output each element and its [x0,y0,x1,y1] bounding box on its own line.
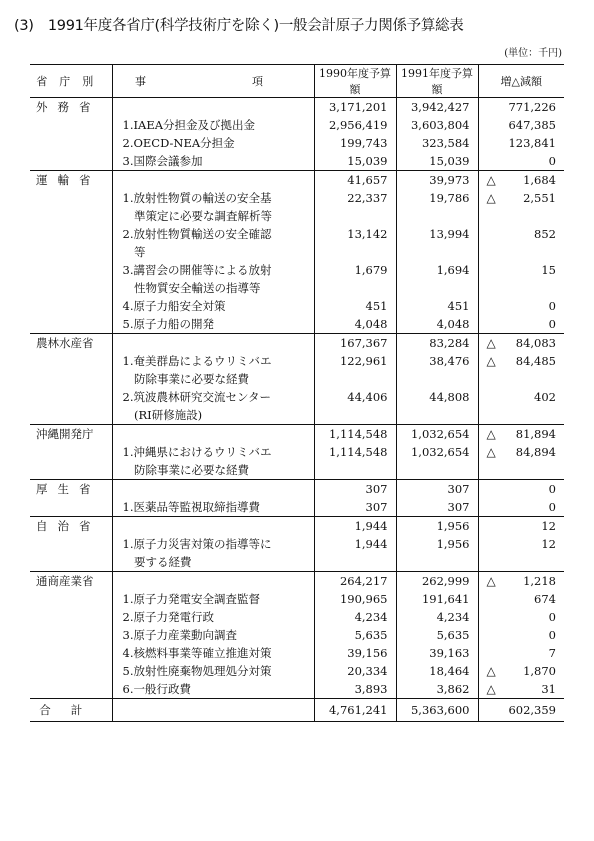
ministry-cell [30,370,112,388]
value-1991: 1,032,654 [396,425,478,444]
item-text: 1.原子力発電安全調査監督 [122,592,260,606]
item-cell [112,517,314,536]
value-1990 [314,461,396,480]
ministry-cell [30,388,112,406]
diff-text: 81,894 [515,427,556,441]
value-diff [478,644,564,662]
value-1990: 122,961 [314,352,396,370]
ministry-cell [30,152,112,171]
diff-text: 647,385 [508,118,556,132]
value-diff [478,406,564,425]
item-text: 3.講習会の開催等による放射 [122,263,272,277]
value-1991: 1,956 [396,535,478,553]
item-cell [112,297,314,315]
ministry-cell [30,626,112,644]
value-1991: 4,048 [396,315,478,334]
total-item [112,699,314,722]
value-1991 [396,370,478,388]
budget-table [30,64,564,722]
value-1991 [396,461,478,480]
item-text: 等 [122,245,146,259]
value-diff [478,334,564,353]
item-text: 要する経費 [122,555,192,569]
ministry-cell: 厚生省 [30,480,112,499]
value-1990 [314,279,396,297]
header-ministry: 省庁別 [30,65,112,98]
ministry-cell [30,680,112,699]
item-cell [112,425,314,444]
total-diff: 602,359 [478,699,564,722]
total-row [30,699,564,722]
item-text: 1.沖縄県におけるウリミバエ [122,445,272,459]
decrease-mark: △ [486,354,496,368]
ministry-cell [30,352,112,370]
value-1990: 4,048 [314,315,396,334]
header-diff: 増△減額 [478,65,564,98]
ministry-cell: 通商産業省 [30,572,112,591]
page-title: (3) 1991年度各省庁(科学技術庁を除く)一般会計原子力関係予算総表 [14,18,464,34]
total-1990: 4,761,241 [314,699,396,722]
value-diff [478,498,564,517]
item-text: 1.医薬品等監視取締指導費 [122,500,260,514]
diff-text: 15 [541,263,556,277]
value-1990: 3,171,201 [314,98,396,117]
header-row [30,65,564,98]
ministry-cell [30,406,112,425]
item-text: 6.一般行政費 [122,682,191,696]
item-cell [112,572,314,591]
item-row [30,662,564,680]
value-1990: 3,893 [314,680,396,699]
ministry-cell [30,443,112,461]
item-row [30,279,564,297]
item-text: 防除事業に必要な経費 [122,372,249,386]
item-text: 4.原子力船安全対策 [122,299,226,313]
item-text: 2.放射性物質輸送の安全確認 [122,227,272,241]
item-cell [112,626,314,644]
ministry-cell [30,116,112,134]
value-1990 [314,553,396,572]
value-1991: 44,808 [396,388,478,406]
diff-text: 0 [548,317,556,331]
value-1991: 323,584 [396,134,478,152]
item-row [30,243,564,261]
value-1991 [396,406,478,425]
value-1990: 20,334 [314,662,396,680]
item-cell [112,334,314,353]
value-1991: 5,635 [396,626,478,644]
item-row [30,535,564,553]
ministry-cell [30,134,112,152]
ministry-cell [30,297,112,315]
ministry-cell: 沖縄開発庁 [30,425,112,444]
item-cell [112,388,314,406]
ministry-cell [30,498,112,517]
decrease-mark: △ [486,664,496,678]
ministry-cell: 農林水産省 [30,334,112,353]
value-diff [478,261,564,279]
unit-note: (単位：千円) [504,48,562,59]
value-1991: 83,284 [396,334,478,353]
diff-text: 0 [548,299,556,313]
item-row [30,443,564,461]
diff-text: 12 [541,519,556,533]
ministry-cell [30,207,112,225]
value-diff [478,425,564,444]
value-diff [478,352,564,370]
value-1990: 264,217 [314,572,396,591]
value-diff [478,662,564,680]
item-row [30,225,564,243]
ministry-cell [30,279,112,297]
value-1990: 15,039 [314,152,396,171]
header-1991: 1991年度予算額 [396,65,478,98]
value-diff [478,388,564,406]
ministry-cell [30,662,112,680]
item-cell [112,243,314,261]
ministry-row [30,334,564,353]
value-1990: 307 [314,480,396,499]
item-text: (RI研修施設) [122,408,203,422]
diff-text: 84,485 [515,354,556,368]
diff-text: 1,870 [523,664,556,678]
value-diff [478,315,564,334]
value-1990: 13,142 [314,225,396,243]
ministry-cell [30,461,112,480]
value-diff [478,134,564,152]
item-row [30,461,564,480]
ministry-cell [30,243,112,261]
decrease-mark: △ [486,682,496,696]
item-cell [112,644,314,662]
item-cell [112,608,314,626]
item-cell [112,189,314,207]
item-text: 性物質安全輸送の指導等 [122,281,261,295]
item-text: 4.核燃料事業等確立推進対策 [122,646,272,660]
ministry-cell [30,553,112,572]
decrease-mark: △ [486,336,496,350]
item-row [30,370,564,388]
item-text: 1.IAEA分担金及び拠出金 [122,118,256,132]
value-diff [478,553,564,572]
item-cell [112,261,314,279]
item-row [30,352,564,370]
item-text: 準策定に必要な調査解析等 [122,209,272,223]
value-1990 [314,207,396,225]
ministry-cell: 外務省 [30,98,112,117]
value-diff [478,461,564,480]
value-diff [478,116,564,134]
ministry-cell [30,189,112,207]
value-diff [478,535,564,553]
item-cell [112,207,314,225]
diff-text: 12 [541,537,556,551]
diff-text: 84,894 [515,445,556,459]
diff-text: 0 [548,610,556,624]
decrease-mark: △ [486,191,496,205]
value-diff [478,517,564,536]
value-1991: 3,942,427 [396,98,478,117]
item-text: 3.国際会議参加 [122,154,203,168]
value-diff [478,370,564,388]
item-row [30,261,564,279]
item-cell [112,680,314,699]
diff-text: 852 [534,227,556,241]
value-diff [478,480,564,499]
header-item: 事 項 [112,65,314,98]
value-1990: 5,635 [314,626,396,644]
item-row [30,406,564,425]
ministry-cell [30,590,112,608]
item-row [30,189,564,207]
value-1991: 191,641 [396,590,478,608]
value-diff [478,279,564,297]
item-cell [112,553,314,572]
item-cell [112,116,314,134]
value-1990: 39,156 [314,644,396,662]
decrease-mark: △ [486,445,496,459]
value-1991: 4,234 [396,608,478,626]
item-row [30,644,564,662]
value-1990: 199,743 [314,134,396,152]
value-diff [478,207,564,225]
ministry-cell [30,535,112,553]
ministry-row [30,425,564,444]
value-1991: 15,039 [396,152,478,171]
ministry-cell [30,225,112,243]
value-1990: 4,234 [314,608,396,626]
diff-text: 771,226 [508,100,556,114]
diff-text: 84,083 [515,336,556,350]
item-cell [112,225,314,243]
value-1991: 13,994 [396,225,478,243]
item-row [30,680,564,699]
ministry-cell: 運輸省 [30,171,112,190]
item-cell [112,590,314,608]
diff-text: 674 [534,592,556,606]
value-1990: 1,114,548 [314,443,396,461]
ministry-cell [30,644,112,662]
decrease-mark: △ [486,427,496,441]
value-1991: 1,032,654 [396,443,478,461]
value-1990: 22,337 [314,189,396,207]
ministry-cell [30,608,112,626]
value-1990: 1,944 [314,535,396,553]
item-cell [112,498,314,517]
item-cell [112,443,314,461]
item-cell [112,535,314,553]
value-diff [478,171,564,190]
value-diff [478,225,564,243]
value-1991: 307 [396,498,478,517]
value-1990 [314,243,396,261]
header-1990: 1990年度予算額 [314,65,396,98]
item-cell [112,352,314,370]
item-cell [112,406,314,425]
value-1991: 18,464 [396,662,478,680]
ministry-row [30,572,564,591]
decrease-mark: △ [486,574,496,588]
value-diff [478,626,564,644]
ministry-cell [30,261,112,279]
item-cell [112,279,314,297]
ministry-row [30,480,564,499]
ministry-row [30,98,564,117]
item-cell [112,98,314,117]
value-diff [478,243,564,261]
value-1990: 1,679 [314,261,396,279]
item-text: 防除事業に必要な経費 [122,463,249,477]
item-row [30,297,564,315]
value-1990 [314,370,396,388]
item-row [30,116,564,134]
item-row [30,553,564,572]
item-text: 1.原子力災害対策の指導等に [122,537,272,551]
value-1990: 1,944 [314,517,396,536]
diff-text: 1,218 [523,574,556,588]
item-cell [112,315,314,334]
item-row [30,315,564,334]
ministry-cell: 自治省 [30,517,112,536]
value-1991 [396,553,478,572]
value-1991: 1,956 [396,517,478,536]
value-diff [478,297,564,315]
value-diff [478,608,564,626]
value-diff [478,443,564,461]
item-text: 1.放射性物質の輸送の安全基 [122,191,272,205]
value-diff [478,98,564,117]
value-1991: 451 [396,297,478,315]
total-label: 合計 [30,699,112,722]
diff-text: 0 [548,154,556,168]
value-1991: 39,163 [396,644,478,662]
diff-text: 31 [541,682,556,696]
value-1991: 262,999 [396,572,478,591]
item-row [30,590,564,608]
value-1990 [314,406,396,425]
total-1991: 5,363,600 [396,699,478,722]
decrease-mark: △ [486,173,496,187]
ministry-row [30,517,564,536]
ministry-row [30,171,564,190]
value-1991: 19,786 [396,189,478,207]
value-diff [478,590,564,608]
item-cell [112,480,314,499]
value-1991: 3,862 [396,680,478,699]
value-diff [478,572,564,591]
value-1991: 3,603,804 [396,116,478,134]
item-row [30,207,564,225]
diff-text: 0 [548,628,556,642]
ministry-cell [30,315,112,334]
item-cell [112,461,314,480]
value-diff [478,189,564,207]
value-1990: 44,406 [314,388,396,406]
value-1990: 451 [314,297,396,315]
item-row [30,388,564,406]
value-1990: 190,965 [314,590,396,608]
item-text: 5.原子力船の開発 [122,317,214,331]
value-1991: 39,973 [396,171,478,190]
diff-text: 0 [548,500,556,514]
item-text: 1.奄美群島によるウリミバエ [122,354,272,368]
value-1990: 1,114,548 [314,425,396,444]
item-row [30,152,564,171]
value-1991 [396,279,478,297]
value-1991: 1,694 [396,261,478,279]
item-row [30,608,564,626]
diff-text: 1,684 [523,173,556,187]
diff-text: 2,551 [523,191,556,205]
item-text: 2.筑波農林研究交流センター [122,390,272,404]
value-diff [478,152,564,171]
value-1991: 307 [396,480,478,499]
value-1991 [396,207,478,225]
diff-text: 7 [548,646,556,660]
item-text: 2.原子力発電行政 [122,610,214,624]
value-1990: 41,657 [314,171,396,190]
item-row [30,134,564,152]
value-1991: 38,476 [396,352,478,370]
value-diff [478,680,564,699]
item-cell [112,662,314,680]
item-cell [112,171,314,190]
item-text: 5.放射性廃棄物処理処分対策 [122,664,272,678]
value-1990: 307 [314,498,396,517]
value-1991 [396,243,478,261]
diff-text: 0 [548,482,556,496]
value-1990: 2,956,419 [314,116,396,134]
item-cell [112,152,314,171]
item-row [30,498,564,517]
diff-text: 402 [534,390,556,404]
item-text: 2.OECD-NEA分担金 [122,136,235,150]
item-text: 3.原子力産業動向調査 [122,628,237,642]
value-1990: 167,367 [314,334,396,353]
item-cell [112,134,314,152]
item-cell [112,370,314,388]
diff-text: 123,841 [508,136,556,150]
item-row [30,626,564,644]
